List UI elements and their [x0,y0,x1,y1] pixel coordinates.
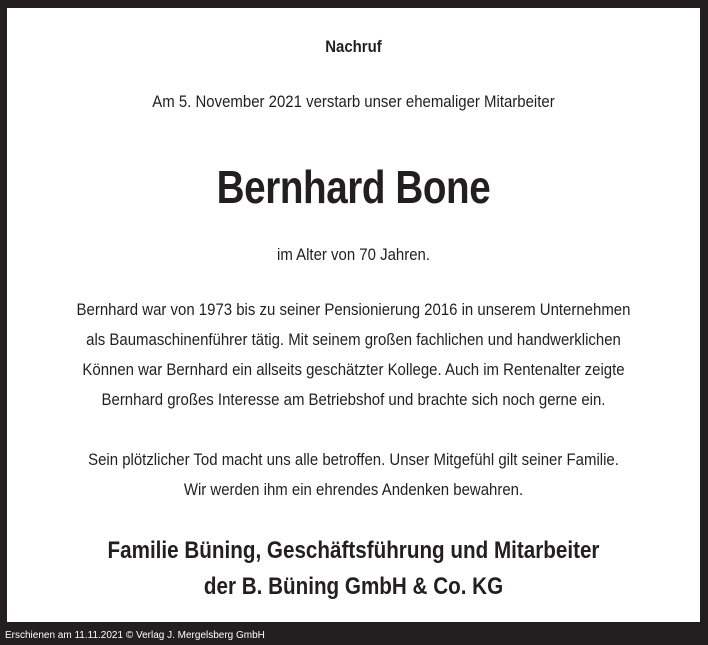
tribute-line: als Baumaschinenführer tätig. Mit seinem großen fachlichen und handwerklichen [86,330,621,349]
age-line: im Alter von 70 Jahren. [276,245,431,264]
condolence-paragraph [7,445,700,505]
tribute-line: Können war Bernhard ein allseits geschätzter Kollege. Auch im Rentenalter zeigte [82,360,625,379]
tribute-paragraph [7,295,700,415]
deceased-name: Bernhard Bone [216,161,491,213]
intro-line: Am 5. November 2021 verstarb unser ehemaliger Mitarbeiter [152,92,555,111]
condolence-line: Wir werden ihm ein ehrendes Andenken bewahren. [183,480,524,499]
obituary-card [7,8,700,622]
signature-line: der B. Büning GmbH & Co. KG [203,573,504,600]
condolence-line: Sein plötzlicher Tod macht uns alle betroffen. Unser Mitgefühl gilt seiner Familie. [88,450,619,469]
tribute-line: Bernhard großes Interesse am Betriebshof und brachte sich noch gerne ein. [101,390,606,409]
notice-heading: Nachruf [325,37,382,56]
signature-block [7,533,700,605]
tribute-line: Bernhard war von 1973 bis zu seiner Pensionierung 2016 in unserem Unternehmen [76,300,631,319]
signature-line: Familie Büning, Geschäftsführung und Mitarbeiter [107,537,600,564]
publication-footer: Erschienen am 11.11.2021 © Verlag J. Mergelsberg GmbH [5,630,265,641]
